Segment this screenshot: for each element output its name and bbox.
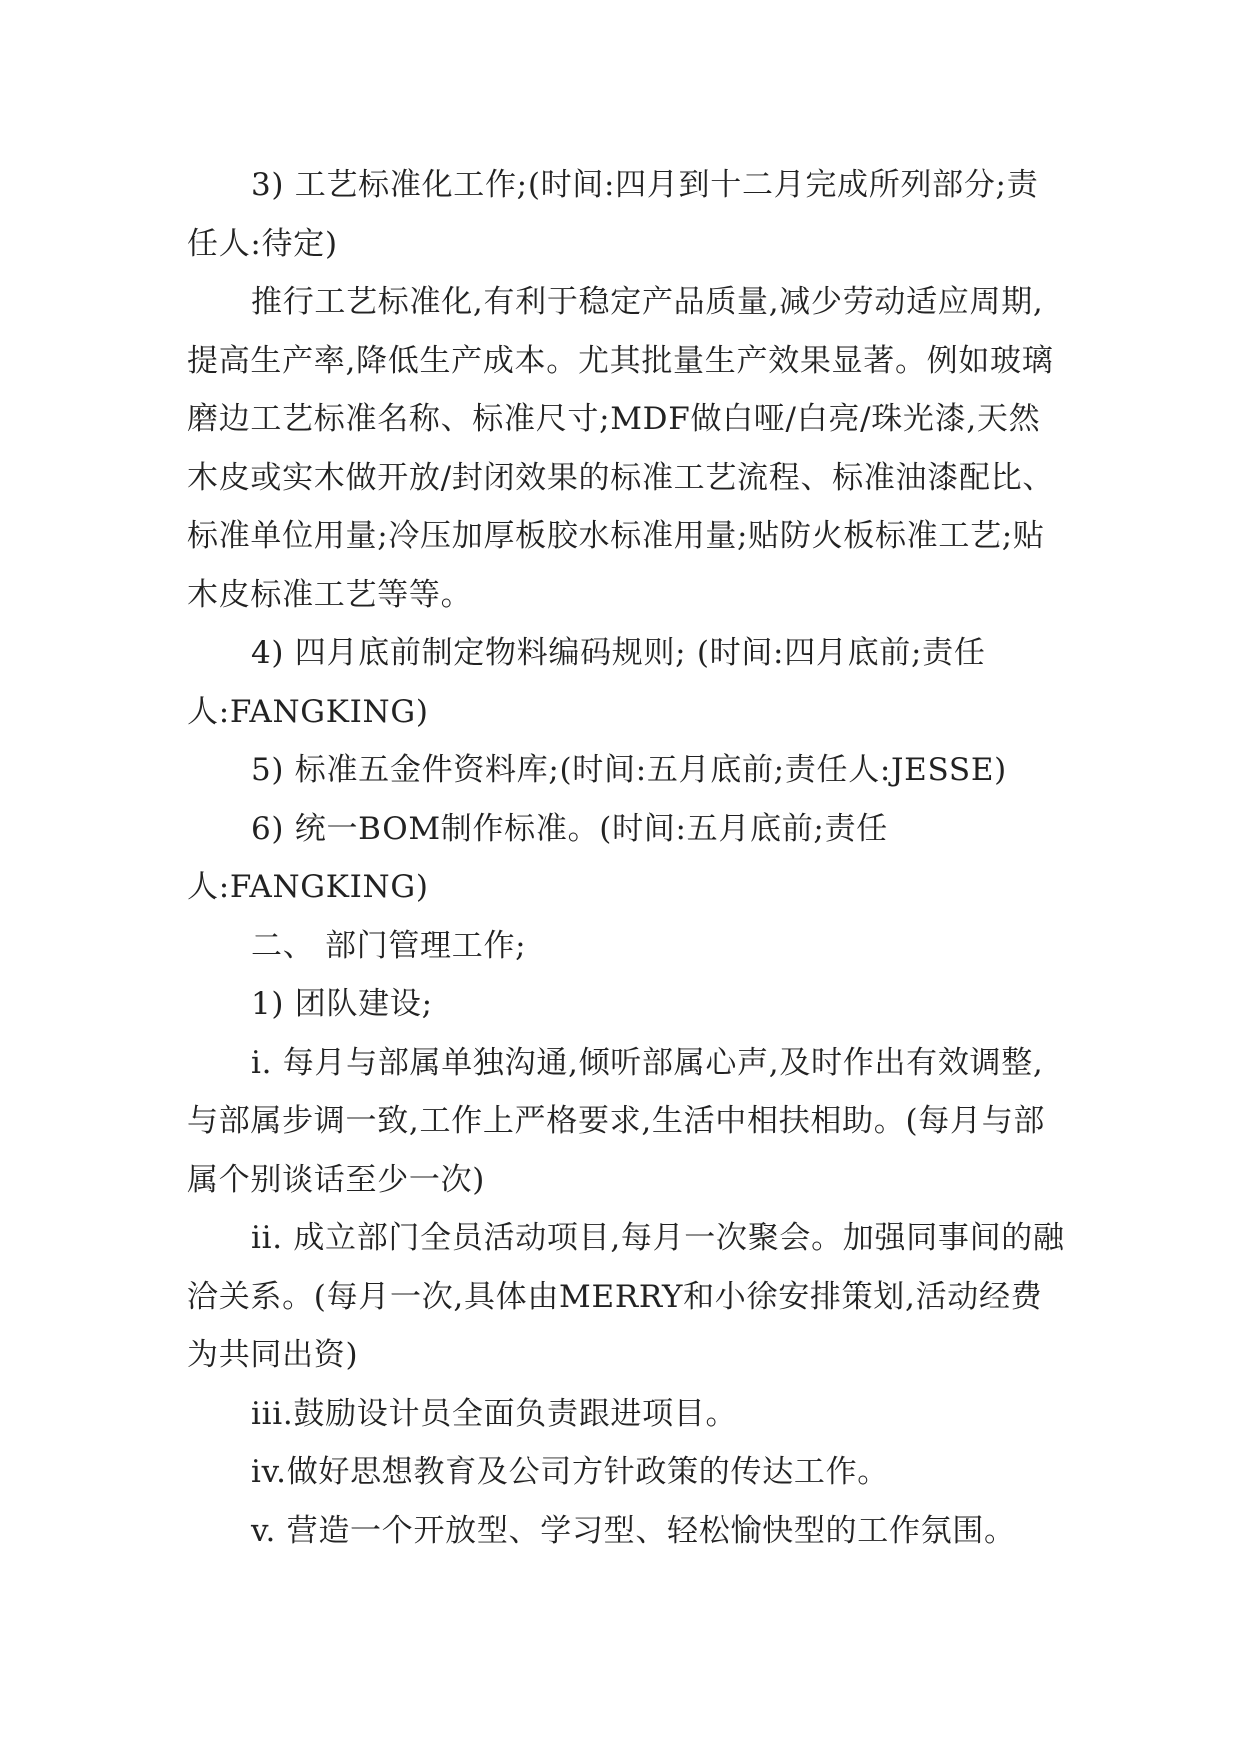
- paragraph-process-standardization: 3) 工艺标准化工作;(时间:四月到十二月完成所列部分;责任人:待定): [187, 167, 1039, 262]
- list-item-v: v. 营造一个开放型、学习型、轻松愉快型的工作氛围。: [251, 1512, 1016, 1549]
- paragraph-hardware-database: 5) 标准五金件资料库;(时间:五月底前;责任人:JESSE): [251, 752, 1007, 788]
- paragraph-bom-standard: 6) 统一BOM制作标准。(时间:五月底前;责任人:FANGKING): [187, 810, 888, 905]
- paragraph-material-coding: 4) 四月底前制定物料编码规则; (时间:四月底前;责任人:FANGKING): [187, 635, 986, 730]
- list-item-i: i. 每月与部属单独沟通,倾听部属心声,及时作出有效调整,与部属步调一致,工作上严格要求,生活中相扶相助。(每月与部属个别谈话至少一次): [187, 1044, 1046, 1198]
- list-item-ii: ii. 成立部门全员活动项目,每月一次聚会。加强同事间的融洽关系。(每月一次,具体由MERRY和小徐安排策划,活动经费为共同出资): [187, 1220, 1065, 1373]
- list-item-iii: iii.鼓励设计员全面负责跟进项目。: [251, 1395, 738, 1432]
- document-body: [187, 156, 1067, 1560]
- list-item-iv: iv.做好思想教育及公司方针政策的传达工作。: [251, 1454, 890, 1490]
- section-heading-department-management: 二、 部门管理工作;: [251, 927, 527, 964]
- paragraph-team-building: 1) 团队建设;: [251, 986, 433, 1022]
- paragraph-process-standardization-details: 推行工艺标准化,有利于稳定产品质量,减少劳动适应周期,提高生产率,降低生产成本。尤其批量生产效果显著。例如玻璃磨边工艺标准名称、标准尺寸;MDF做白哑/白亮/珠光漆,天然木皮或实木做开放/封闭效果的标准工艺流程、标准油漆配比、标准单位用量;冷压加厚板胶水标准用量;贴防火板标准工艺;贴木皮标准工艺等等。: [187, 284, 1055, 613]
